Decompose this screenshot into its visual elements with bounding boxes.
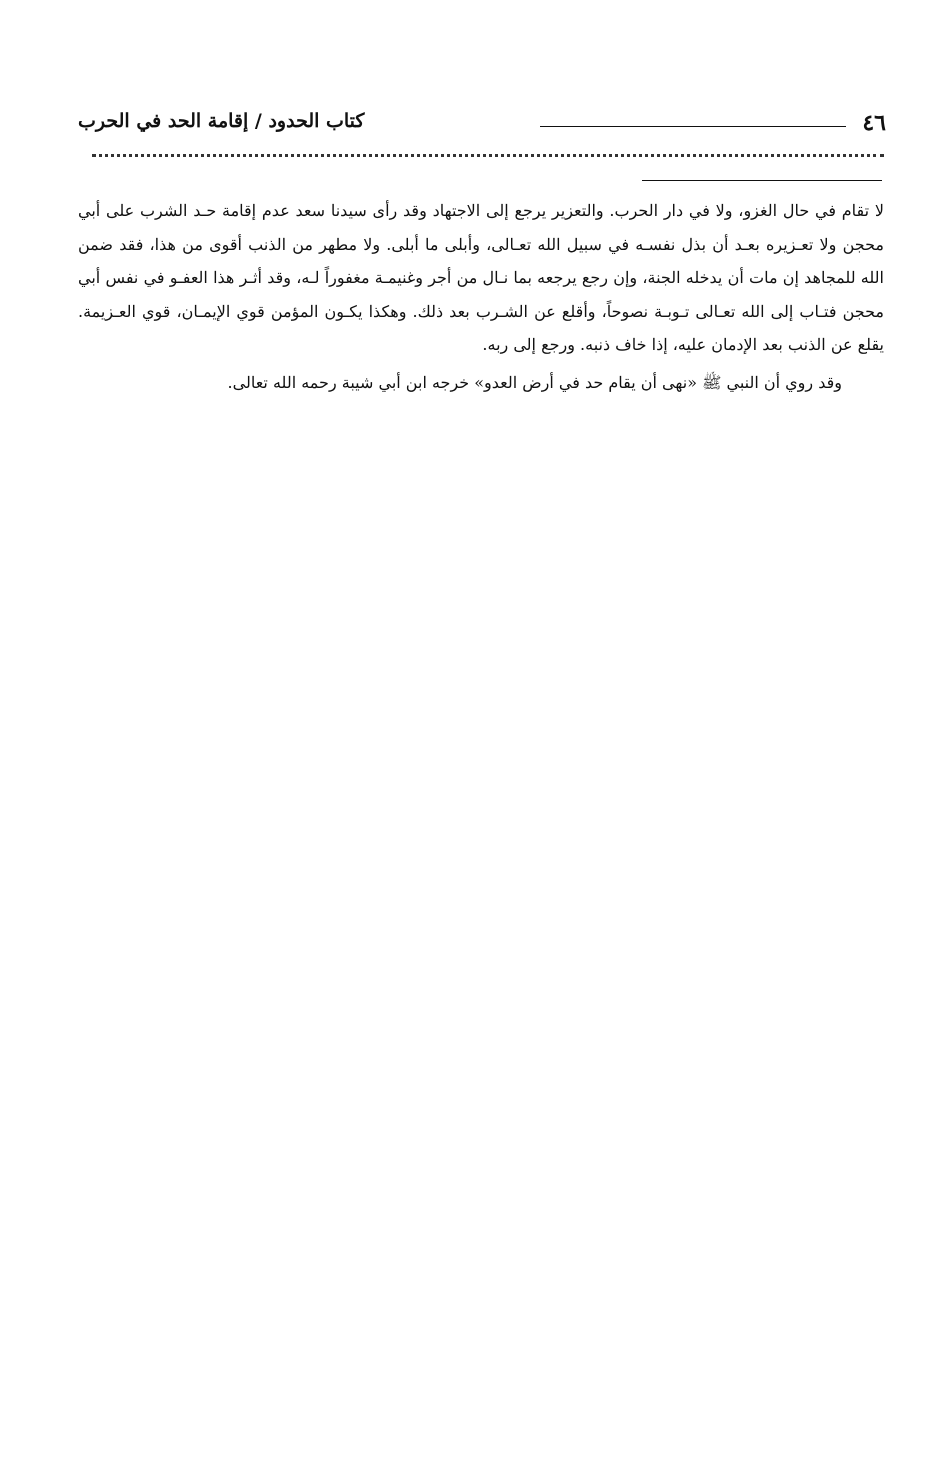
paragraph: وقد روي أن النبي ﷺ «نهى أن يقام حد في أرض العدو» خرجه ابن أبي شيبة رحمه الله تعالى. [227,372,842,392]
section-rule [642,180,882,181]
page-header [78,108,886,144]
body-text [78,194,884,399]
running-title: كتاب الحدود / إقامة الحد في الحرب [78,110,365,132]
header-rule [540,126,846,127]
paragraph: لا تقام في حال الغزو، ولا في دار الحرب. والتعزير يرجع إلى الاجتهاد وقد رأى سيدنا سعد عدم إقامة حـد الشرب على أبي محجن ولا تعـزيره بعـد أن بذل نفسـه في سبيل الله تعـالى، وأبلى ما أبلى. ولا مطهر من الذنب أقوى من هذا، فقد ضمن الله للمجاهد إن مات أن يدخله الجنة، وإن رجع يرجعه بما نـال من أجر وغنيمـة مغفوراً لـه، وقد أثـر هذا العفـو في نفس أبي محجن فتـاب إلى الله تعـالى تـوبـة نصوحاً، وأقلع عن الشـرب بعد ذلك. وهكذا يكـون المؤمن قوي الإيمـان، قوي العـزيمة. يقلع عن الذنب بعد الإدمان عليه، إذا خاف ذنبه. ورجع إلى ربه. [78,201,885,354]
page-number: ٤٦ [862,110,886,136]
dotted-separator [92,154,884,157]
